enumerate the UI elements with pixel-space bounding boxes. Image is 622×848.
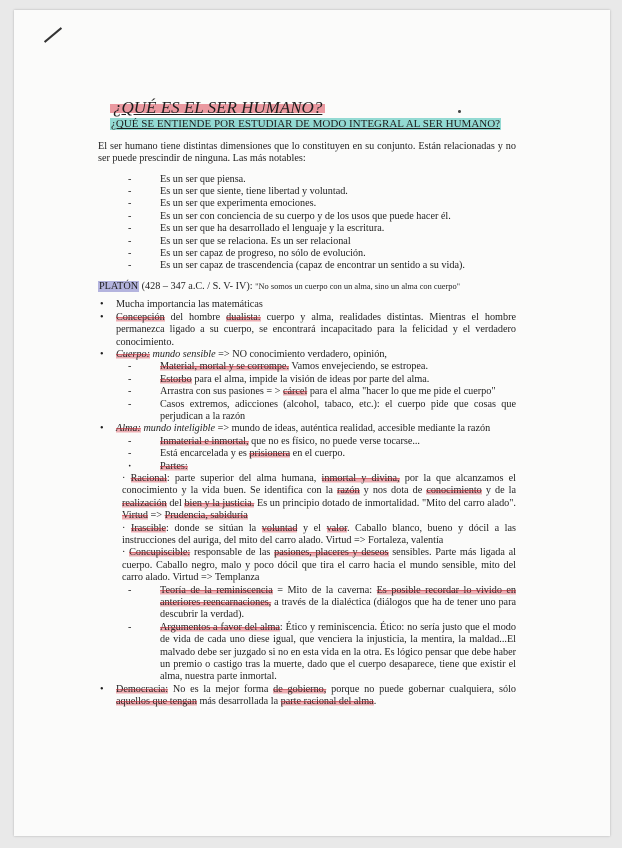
text: y el: [297, 522, 327, 534]
list-item: - Es un ser que se relaciona. Es un ser relacional: [98, 236, 516, 248]
text: Es un principio dotado de inmortalidad. "Mito del carro alado".: [254, 497, 516, 509]
text: .: [373, 696, 377, 708]
highlight: Material, mortal y se corrompe.: [160, 361, 289, 373]
cuerpo-item: [98, 374, 516, 386]
highlight: Concepción: [116, 311, 165, 323]
highlight: Estorbo: [160, 373, 192, 385]
highlight: pasiones, placeres y deseos: [274, 547, 389, 559]
highlight: aquellos que tengan: [116, 696, 197, 708]
dimensions-list: [98, 174, 516, 273]
highlight: realización: [122, 497, 167, 509]
highlight: dualista:: [226, 311, 261, 323]
alma-irascible: · Irascible: donde se sitúan la voluntad y el valor. Caballo blanco, bueno y dócil a las instrucciones del auriga, del mito del carro alado. Virtud => Fortaleza, valentía: [122, 522, 517, 546]
platon-name: PLATÓN: [99, 280, 139, 292]
highlight: prisionera: [249, 448, 291, 460]
list-item: - Es un ser que piensa.: [98, 174, 516, 186]
highlight: conocimiento: [426, 485, 482, 497]
alma-item: [98, 461, 516, 473]
text: : donde se sitúan la: [166, 522, 262, 534]
subtitle-text: ¿QUÉ SE ENTIENDE POR ESTUDIAR DE MODO INTEGRAL AL SER HUMANO?: [111, 118, 501, 131]
text: más desarrollada la: [196, 696, 281, 708]
highlight: Concupiscible:: [129, 547, 191, 559]
text: por la que alcanzamos el conocimiento y la vida buen. Se identifica con la: [122, 472, 516, 497]
highlight: Partes:: [160, 460, 188, 472]
text: mundo sensible: [149, 348, 216, 360]
page-title: ¿QUÉ ES EL SER HUMANO?: [110, 102, 325, 114]
text: : parte superior del alma humana,: [166, 472, 322, 484]
text: en el cuerpo.: [290, 448, 345, 460]
highlight: Es posible recordar lo vivido en anteriores reencarnaciones,: [160, 584, 516, 609]
platon-quote: "No somos un cuerpo con un alma, sino un alma con cuerpo": [255, 281, 461, 291]
text: Arrastra con sus pasiones = >: [160, 386, 283, 398]
highlight: Virtud: [122, 510, 148, 522]
highlight: Argumentos a favor del alma: [160, 621, 280, 633]
text: = Mito de la caverna:: [272, 584, 377, 596]
highlight: parte racional del alma: [280, 696, 374, 708]
highlight: voluntad: [261, 522, 298, 534]
text: Vamos envejeciendo, se estropea.: [289, 361, 428, 373]
text: para el alma, impide la visión de ideas por parte del alma.: [191, 373, 430, 385]
highlight: Irascible: [130, 522, 167, 534]
intro-paragraph: El ser humano tiene distintas dimensiones que lo constituyen en su conjunto. Están relacionadas y no ser puede prescindir de ninguna. Las más notables:: [98, 140, 516, 165]
highlight: inmortal y divina,: [321, 472, 400, 484]
text: y de la: [481, 485, 516, 497]
alma-racional: · Racional: parte superior del alma humana, inmortal y divina, por la que alcanzamos el conocimiento y la vida buen. Se identifica con la razón y nos dota de conocimiento y de la realización del bien y la justicia. Es un principio dotado de inmortalidad. "Mito del carro alado". Virtud => Prudencia, sabiduría: [122, 472, 516, 522]
document-content: [98, 98, 517, 709]
highlight: Alma:: [116, 423, 141, 435]
cuerpo-item: [98, 386, 516, 398]
platon-heading: [98, 281, 516, 293]
text: => mundo de ideas, auténtica realidad, accesible mediante la razón: [215, 423, 491, 435]
text: => NO conocimiento verdadero, opinión,: [215, 348, 387, 360]
cuerpo-item: [98, 361, 516, 373]
text: sensibles. Parte más ligada al cuerpo. Caballo negro, malo y poco dócil que tira el carro hacia el mundo sensible, mito del carro alado. Virtud => Templanza: [122, 547, 516, 584]
highlight: Cuerpo:: [116, 348, 150, 360]
list-item: - Es un ser que ha desarrollado el lenguaje y la escritura.: [98, 223, 516, 235]
text: mundo inteligible: [140, 423, 216, 435]
text: a través de la dialéctica (diálogos que ha de tener uno para descubrir la verdad).: [160, 597, 516, 621]
list-item: - Es un ser con conciencia de su cuerpo y de los usos que puede hacer él.: [98, 211, 516, 223]
text: y nos dota de: [359, 485, 427, 497]
alma-item: [98, 448, 516, 460]
bullet-alma: [98, 423, 516, 435]
text: que no es físico, no puede verse tocarse...: [248, 435, 420, 447]
pen-mark: [44, 27, 62, 43]
alma-item: [98, 436, 516, 448]
text: . Caballo blanco, bueno y dócil a las instrucciones del auriga, del mito del carro alado. Virtud => Fortaleza, valentía: [122, 522, 517, 546]
text: para el alma "hacer lo que me pide el cuerpo": [307, 386, 496, 398]
text: : Ético y reminiscencia. Ético: no sería justo que el modo de vida de cada uno diese igual, que venciera la injusticia, la mentira, la maldad...El malvado debe ser juzgado si no en esta vida en la otra. Es lógico pensar que debe haber un premio o castigo tras la muerte, dado que el cuerpo desaparece, tiene que existir el alma, nuestra parte inmortal.: [160, 621, 516, 683]
highlight: bien y la justicia.: [184, 497, 255, 509]
list-item: - Es un ser que experimenta emociones.: [98, 198, 516, 210]
text: del: [166, 497, 185, 509]
text: cuerpo y alma, realidades distintas. Mientras el hombre permanezca ligado a su cuerpo, se encontrará incapacitado para la felicidad y el verdadero conocimiento.: [116, 311, 516, 348]
cuerpo-item: - Casos extremos, adicciones (alcohol, tabaco, etc.): el cuerpo pide que cosas que perjudican a la razón: [98, 399, 516, 424]
list-item: - Es un ser capaz de progreso, no sólo de evolución.: [98, 248, 516, 260]
highlight: Teoría de la reminiscencia: [160, 584, 273, 596]
highlight: Racional: [130, 472, 167, 484]
text: Está encarcelada y es: [160, 448, 250, 460]
bullet-concepcion: [98, 312, 516, 349]
list-item: - Es un ser capaz de trascendencia (capaz de encontrar un sentido a su vida).: [98, 260, 516, 272]
alma-concupiscible: · Concupiscible: responsable de las pasiones, placeres y deseos sensibles. Parte más ligada al cuerpo. Caballo negro, malo y poco dócil que tira el carro hacia el mundo sensible, mito del carro alado. Virtud => Templanza: [122, 547, 516, 584]
highlight: Prudencia, sabiduría: [164, 510, 248, 522]
highlight: Inmaterial e inmortal,: [160, 435, 249, 447]
highlight: Democracia:: [116, 683, 169, 695]
text: No es la mejor forma: [168, 683, 274, 695]
text: del hombre: [164, 311, 227, 323]
highlight: de gobierno,: [273, 683, 327, 695]
highlight: valor: [326, 522, 347, 534]
alma-argumentos: [98, 622, 516, 684]
alma-teoria: [98, 585, 516, 622]
bullet-cuerpo: [98, 349, 516, 361]
text: responsable de las: [190, 547, 275, 559]
text: porque no puede gobernar cualquiera, sólo: [326, 683, 516, 695]
platon-dates: (428 – 347 a.C. / S. V- IV):: [141, 280, 253, 292]
text: =>: [148, 510, 165, 522]
bullet-democracia: [98, 684, 516, 709]
highlight: cárcel: [282, 386, 308, 398]
list-item: - Es un ser que siente, tiene libertad y voluntad.: [98, 186, 516, 198]
bullet-matematicas: • Mucha importancia las matemáticas: [98, 299, 516, 311]
document-page: [14, 10, 610, 836]
highlight: razón: [337, 485, 360, 497]
section-subtitle: [110, 118, 516, 130]
